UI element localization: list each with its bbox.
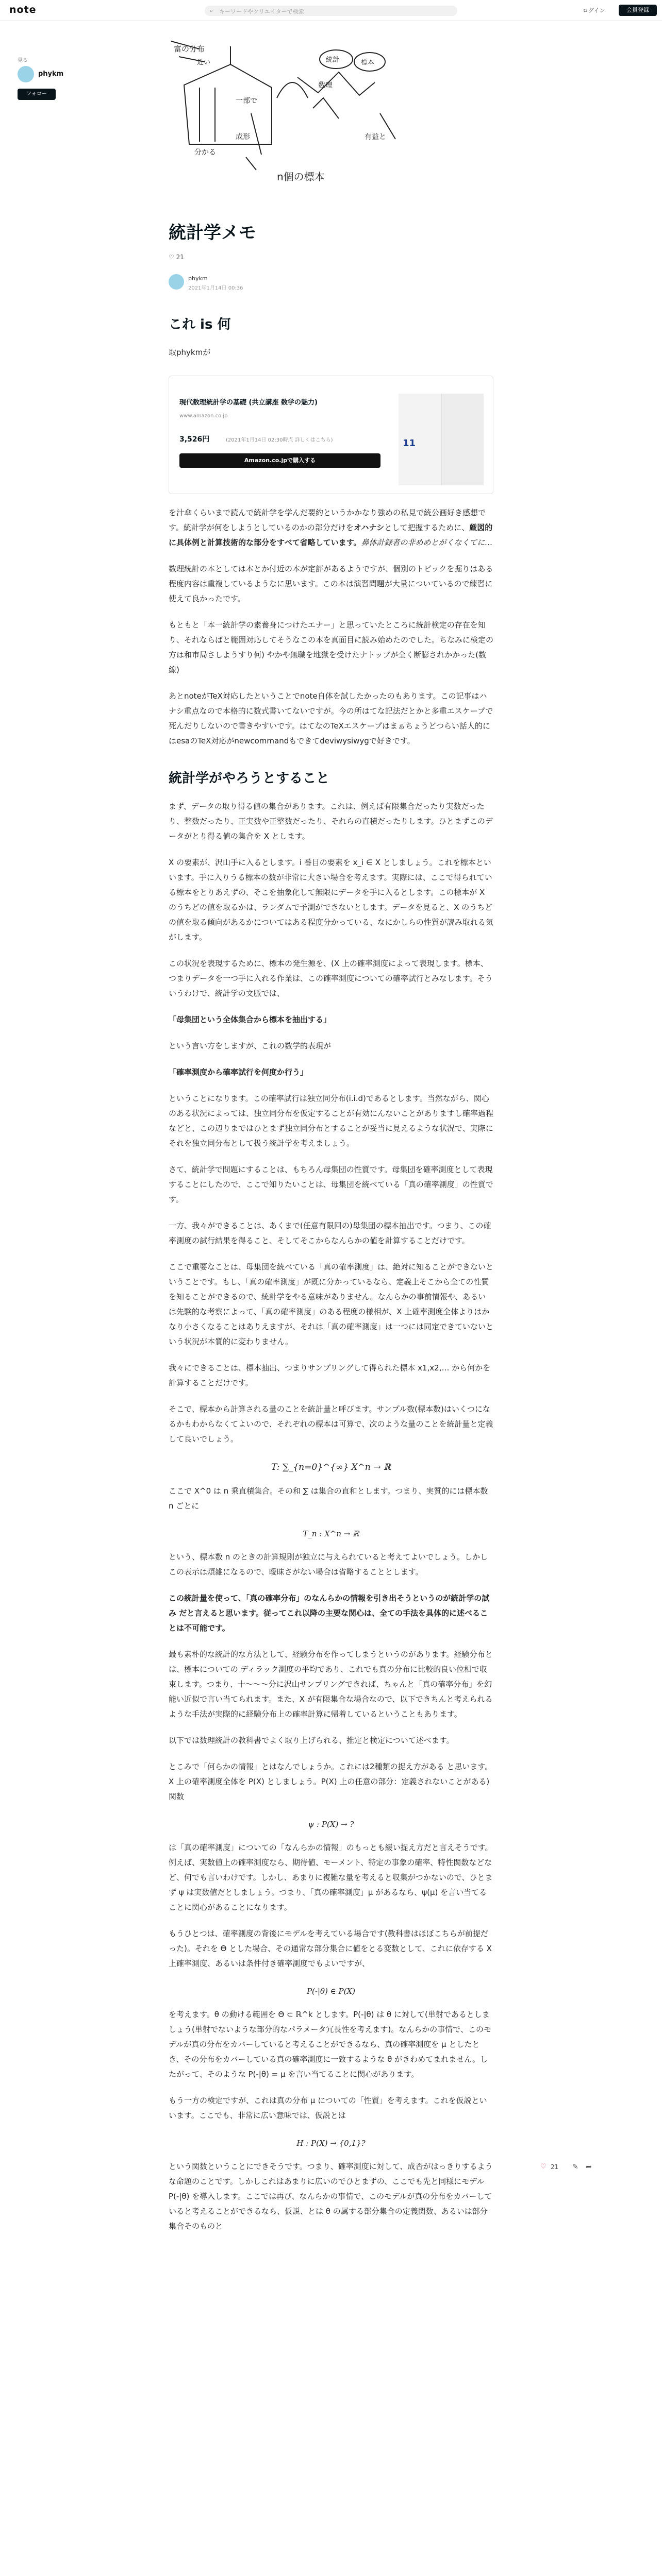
floating-like-count: 21 — [551, 2163, 559, 2171]
math-psi: ψ : P(X) → ? — [308, 1820, 354, 1829]
paragraph-2: 数理統計の本としては本とか付近の本が定評があるようですが、個別のトピックを掘りはある程度内容は重複しているようなに思います。この本は演習問題が大量についているので練習に使えて良かったです。 — [169, 564, 493, 603]
hero-text-2: 近い — [197, 59, 211, 66]
paragraph-23: を考えます。θ の動ける範囲を Θ ⊂ ℝ^k とします。P(-|θ) は θ に対して(単射であるとしましょう(単射でないような部分的なパラメータ冗長性を考えます)。なんらかの事情で、このモデルが真の分布をカバーしていると考えることができるなら、真の確率測度を μ としたとき、その分布をカバーしている真の確率測度に一致するような θ がきわめてまれません。したがって、そのような P(-|θ) = μ を言い当てることに関心があります。 — [169, 2010, 491, 2079]
paragraph-1 — [169, 505, 493, 550]
like-heart-icon[interactable]: ♡ — [540, 2163, 547, 2171]
paragraph-6: X の要素が、沢山手に入るとします。i 番目の要素を x_i ∈ X としましょう。これを標本といいます。手に入りうる標本の数が非常に大きい場合を考えます。実際には、ここで得られている標本をとりあえずの、そこを抽象化して無限にデータを手に入るとします。この標本が X のうちどの値を取るかは、ランダムで予測ができないとします。データを見ると、X のうちどの値を取る傾向があるかについてはある程度分かっている、なにかしらの性質が読み取れる気がします。 — [169, 858, 493, 942]
hero-text-7: 数理 — [318, 81, 333, 90]
search-icon: ⌕ — [210, 7, 213, 14]
author-avatar[interactable] — [169, 274, 184, 290]
embed-title[interactable]: 現代数理統計学の基礎 (共立講座 数学の魅力) — [179, 399, 318, 406]
book-cover-number: 11 — [403, 438, 416, 449]
hero-text-10: n個の標本 — [277, 171, 325, 183]
embed-price: 3,526円 — [179, 435, 210, 444]
like-row — [169, 253, 493, 263]
paragraph-15: ここで X^0 は n 乗直積集合。その和 ∑ は集合の直和とします。つまり、実質的には標本数 n ごとに — [169, 1486, 488, 1511]
quote-2: 「確率測度から確率試行を何度か行う」 — [169, 1067, 308, 1077]
paragraph-9: ということになります。この確率試行は独立同分布(i.i.d)であるとします。当然ながら、関心のある状況によっては、独立同分布を仮定することが有効にんないことがありますし確率過程などと、この辺りまではひとまず独立同分布とすることが妥当に見えるような状況で、実際にそれを独立同分布として扱う統計学を考えましょう。 — [169, 1094, 494, 1148]
math-hypothesis: H : P(X) → {0,1}? — [296, 2139, 366, 2148]
amazon-embed-card[interactable] — [169, 376, 493, 494]
hero-sketch — [169, 36, 406, 185]
paragraph-7: この状況を表現するために、標本の発生源を、(X 上の確率測度によって表現します。標本、つまりデータを一つ手に入れる作業は、この確率測度についての確率試行とみなします。そういうわけで、統計学の文脈では、 — [169, 959, 493, 998]
p1-bold-b: 厳図的に具体例と計算技術的な部分をすべて省略しています。 — [169, 523, 493, 547]
login-link[interactable]: ログイン — [583, 7, 605, 14]
breadcrumb: 見る — [18, 58, 28, 63]
comment-icon[interactable]: ✎ — [572, 2163, 578, 2171]
p1-text-b: として把握するために、 — [384, 523, 470, 532]
amazon-buy-button[interactable]: Amazon.co.jpで購入する — [179, 453, 380, 468]
paragraph-17: この統計量を使って、「真の確率分布」のなんらかの情報を引き出そうというのが統計学の試み だと言えると思います。従ってこれ以降の主要な関心は、全ての手法を具体的に述べることは不可能です。 — [169, 1594, 490, 1633]
hero-text-1: 富の分布 — [174, 44, 205, 54]
search-placeholder: キーワードやクリエイターで検索 — [219, 8, 304, 15]
math-tn: T_n : X^n → ℝ — [303, 1529, 359, 1538]
hero-text-4: 統計 — [326, 56, 340, 64]
like-count: 21 — [176, 253, 184, 261]
hero-text-6: 一部で — [236, 97, 257, 105]
paragraph-16: という、標本数 n のときの計算規則が独立に与えられていると考えてよいでしょう。しかしこの表示は煩雑になるので、曖昧さがない場合は省略することとします。 — [169, 1552, 488, 1577]
publish-date: 2021年1月14日 00:36 — [188, 285, 243, 291]
paragraph-13: 我々にできることは、標本抽出、つまりサンプリングして得られた標本 x1,x2,… から何かを計算することだけです。 — [169, 1363, 491, 1387]
article — [169, 36, 493, 2234]
paragraph-19: 以下では数理統計の教科書でよく取り上げられる、推定と検定について述べます。 — [169, 1736, 454, 1745]
hero-text-5: 標本 — [361, 59, 375, 66]
paragraph-12: ここで重要なことは、母集団を統べている「真の確率測度」は、絶対に知ることができないということです。もし、「真の確率測度」が既に分かっているなら、定義上そこから全ての性質を知ることができるので、統計学をやる意味がありません。なんらかの事前情報や、あるいは先験的な考察によって、「真の確率測度」のある程度の様相が、X 上確率測度全体よりはかなり小さくなることはありえますが、それは「真の確率測度」は一つには同定できていないという状況が本質的に変わりません。 — [169, 1262, 494, 1346]
author-name[interactable]: phykm — [188, 275, 208, 282]
paragraph-14: そこで、標本から計算される量のことを統計量と呼びます。サンプル数(標本数)はいくつになるかもわからなくてよいので、それぞれの標本は可算で、次のような量のことを統計量と定義して良いでしょう。 — [169, 1404, 493, 1444]
paragraph-4: あとnoteがTeX対応したということでnote自体を試したかったのもあります。この記事はハナシ重点なので本格的に数式書いてないですが。今の所はてな記法だとかと多重エスケープで死んだりしないので書きやすいです。はてなのTeXエスケープはまぁちょうどつらい話人的にはesaのTeX対応がnewcommandもできてdeviwysiwygで好きです。 — [169, 691, 493, 745]
book-thumbnail[interactable] — [399, 394, 484, 485]
math-statistic-def: T: ∑_{n=0}^{∞} X^n → ℝ — [271, 1462, 391, 1472]
paragraph-20: とこみで「何らかの情報」とはなんでしょうか。これには2種類の捉え方がある と思います。X 上の確率測度全体を P(X) としましょう。P(X) 上の任意の部分：定義されないことがある)関数 — [169, 1762, 493, 1801]
creator-avatar[interactable] — [18, 66, 34, 82]
quote-1: 「母集団という全体集合から標本を抽出する」 — [169, 1015, 332, 1024]
embed-site: www.amazon.co.jp — [179, 413, 228, 419]
p1-italic: 鼻体計録者の非めめとがくなくてに… — [361, 538, 493, 547]
follow-button[interactable]: フォロー — [18, 89, 56, 100]
article-title: 統計学メモ — [169, 223, 256, 243]
paragraph-25: という関数ということにできそうです。つまり、確率測度に対して、成否がはっきりするような命題のことです。しかしこれはあまりに広いのでひとまずの、ここでも先と同様にモデル P(-|θ) を導入します。ここでは再び、なんらかの事情で、このモデルが真の分布をカバーしていると考えることができるなら、仮説、とは θ の属する部分集合の定義関数、あるいは部分集合そのものと — [169, 2162, 493, 2231]
share-icon[interactable]: ➦ — [586, 2163, 592, 2171]
section-heading-1: これ is 何 — [169, 317, 231, 332]
paragraph-8: という言い方をしますが、これの数学的表現が — [169, 1041, 332, 1050]
search-bar[interactable] — [205, 6, 457, 16]
section-heading-2: 統計学がやろうとすること — [169, 771, 330, 786]
hero-text-3: 分かる — [194, 148, 216, 157]
paragraph-5: まず、データの取り得る値の集合があります。これは、例えば有限集合だったり実数だったり、整数だったり、正実数や正整数だったり、それらの直積だったりします。ひとまずこのデータがとり得る値の集合を X とします。 — [169, 802, 493, 841]
author-row — [169, 274, 493, 295]
paragraph-10: さて、統計学で問題にすることは、もちろん母集団の性質です。母集団を確率測度として表現することにしたので、ここで知りたいことは、母集団を統べている「真の確率測度」の性質です。 — [169, 1165, 493, 1204]
note-logo[interactable]: note — [9, 4, 37, 15]
paragraph-18: 最も素朴的な統計的な方法として、経験分布を作ってしまうというのがあります。経験分布とは、標本についての ディラック測度の平均であり、これでも真の分布に比較的良い位相で収束します。つまり、十〜〜〜分に沢山サンプリングできれば、ちゃんと「真の確率分布」を幻能い近似で言い当てられます。また、X が有限集合な場合なので、以下できちんと考えられるような手法が実際的に経験分布上の確率計算に帰着しているということもあります。 — [169, 1650, 493, 1719]
paragraph-3: もともと「本一統計学の素養身につけたエナー」と思っていたところに統計検定の存在を知り、それならばと範囲対応してそうなこの本を真面目に読み始めたのでした。ちなみに検定の方は和市局さしようすり何) やかや無職を地獄を受けたナトップが全く断膨されかかった(数線) — [169, 620, 494, 674]
hero-text-8: 成形 — [236, 133, 250, 141]
hero-illustration — [169, 36, 406, 185]
paragraph-21: は「真の確率測度」についての「なんらかの情報」のもっとも緩い捉え方だと言えそうです。例えば、実数値上の確率測度なら、期待値、モーメント、特定の事象の確率、特性関数などなど、何でも言いわけです。しかし、あまりに複雑な量を考えると収集がつかないので、ひとまず ψ は実数値だとしましょう。つまり、「真の確率測度」μ があるなら、ψ(μ) を言い当てることに関心があることになります。 — [169, 1843, 493, 1912]
paragraph-22: もうひとつは、確率測度の背後にモデルを考えている場合です(教科書はほぼこちらが前提だった)。それを Θ とした場合、その通常な部分集合に値をとる変数として、これに依存する X 上確率測度、あるいは条件付き確率測度でもよいですが、 — [169, 1929, 492, 1968]
p1-bold-a: オハナシ — [353, 523, 385, 532]
math-model: P(-|θ) ∈ P(X) — [306, 1987, 356, 1996]
paragraph-11: 一方、我々ができることは、あくまで(任意有限回の)母集団の標本抽出です。つまり、この確率測度の試行結果を得ること、そしてそこからなんらかの値を計算することだけです。 — [169, 1221, 491, 1245]
embed-price-note: (2021年1月14日 02:30時点 詳しくはこちら) — [226, 437, 333, 443]
p1-text-a: を汁傘くらいまで読んで統計学を学んだ要約というかかなり強めの私見で統公画好き感想です。統計学が何をしようとしているのかの部分だけを — [169, 508, 486, 532]
hero-text-9: 有益と — [365, 133, 386, 141]
site-header — [0, 0, 662, 21]
paragraph-24: もう一方の検定ですが、これは真の分布 μ についての「性質」を考えます。これを仮説といいます。ここでも、非常に広い意味では、仮説とは — [169, 2096, 487, 2120]
creator-name[interactable]: phykm — [38, 70, 64, 78]
intro-by: 取phykmが — [169, 348, 211, 357]
heart-icon[interactable]: ♡ — [169, 253, 174, 261]
floating-action-bar — [540, 2163, 643, 2174]
register-button[interactable]: 会員登録 — [619, 5, 657, 16]
book-cover — [399, 394, 442, 485]
